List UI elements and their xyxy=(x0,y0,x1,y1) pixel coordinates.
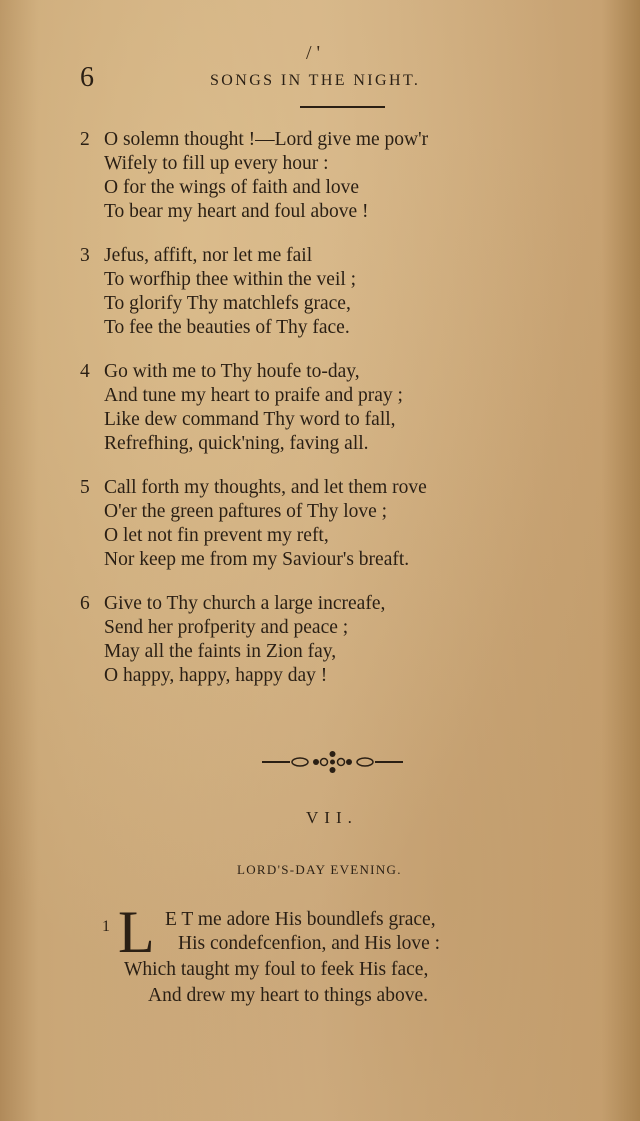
stanza-2 xyxy=(80,128,550,224)
stanza-3 xyxy=(80,244,550,340)
verse-line: E T me adore His boundlefs grace, xyxy=(165,909,436,930)
verse-line: O'er the green paftures of Thy love ; xyxy=(104,501,388,522)
verse-line: May all the faints in Zion fay, xyxy=(104,641,337,662)
running-head: SONGS IN THE NIGHT. xyxy=(210,72,421,89)
stanza-number: 1 xyxy=(102,918,110,935)
hymn-number: VII. xyxy=(306,808,358,827)
verse-line: And drew my heart to things above. xyxy=(148,985,428,1006)
drop-cap: L xyxy=(118,899,155,965)
page-number: 6 xyxy=(80,62,94,93)
verse-line: Give to Thy church a large increafe, xyxy=(104,593,386,614)
verse-line: Send her profperity and peace ; xyxy=(104,617,349,638)
stanza-6 xyxy=(80,592,550,688)
verse-line: O let not fin prevent my reft, xyxy=(104,525,329,546)
verse-line: O solemn thought !—Lord give me pow'r xyxy=(104,129,429,150)
verse-line: O happy, happy, happy day ! xyxy=(104,665,328,686)
verse-line: His condefcenfion, and His love : xyxy=(178,933,441,954)
verse-line: Call forth my thoughts, and let them rove xyxy=(104,477,427,498)
stanza-5 xyxy=(80,476,550,572)
verse-line: Go with me to Thy houfe to-day, xyxy=(104,361,360,382)
stanza-number: 5 xyxy=(80,477,90,498)
top-mark: / ' xyxy=(306,42,321,64)
verse-line: Jefus, affift, nor let me fail xyxy=(104,245,313,266)
stanza-number: 6 xyxy=(80,593,90,614)
verse-line: To worfhip thee within the veil ; xyxy=(104,269,357,290)
header-rule xyxy=(300,106,385,108)
stanza-number: 2 xyxy=(80,129,90,150)
verse-line: Like dew command Thy word to fall, xyxy=(104,409,396,430)
stanza-number: 4 xyxy=(80,361,90,382)
verse-line: Wifely to fill up every hour : xyxy=(104,153,329,174)
verse-line: Which taught my foul to feek His face, xyxy=(124,959,429,980)
verse-line: Nor keep me from my Saviour's breaft. xyxy=(104,549,410,570)
verse-line: To glorify Thy matchlefs grace, xyxy=(104,293,351,314)
verse-line: To bear my heart and foul above ! xyxy=(104,201,369,222)
hymn-title: LORD'S-DAY EVENING. xyxy=(237,862,402,877)
verse-line: And tune my heart to praife and pray ; xyxy=(104,385,403,406)
stanza-4 xyxy=(80,360,550,456)
verse-line: To fee the beauties of Thy face. xyxy=(104,317,350,338)
verse-line: Refrefhing, quick'ning, faving all. xyxy=(104,433,369,454)
verse-line: O for the wings of faith and love xyxy=(104,177,360,198)
ornament-divider xyxy=(260,748,405,776)
stanza-number: 3 xyxy=(80,245,90,266)
